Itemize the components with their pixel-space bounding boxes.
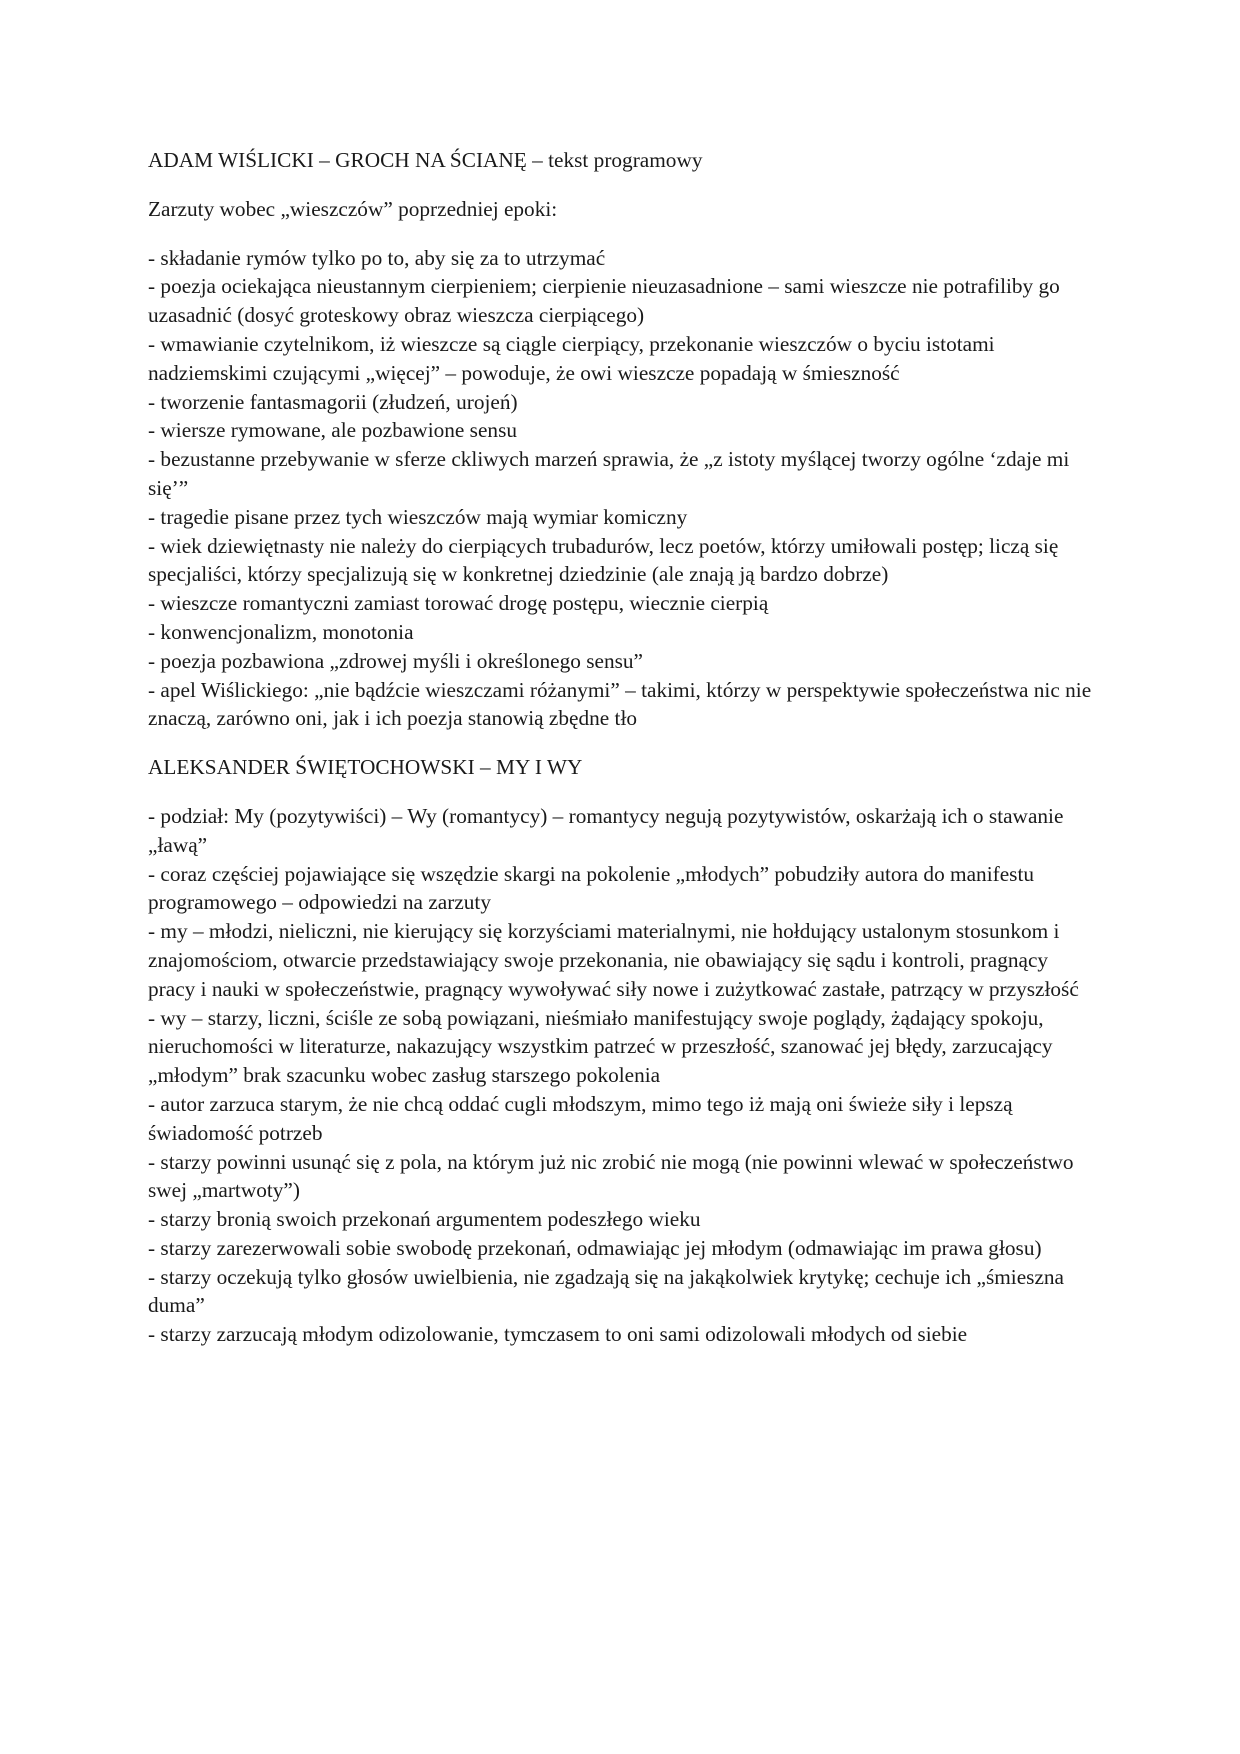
section-2-heading: ALEKSANDER ŚWIĘTOCHOWSKI – MY I WY — [148, 755, 583, 780]
list-item: - podział: My (pozytywiści) – Wy (romantycy) – romantycy negują pozytywistów, oskarżają ich o stawanie „ławą” — [148, 803, 1064, 857]
section-1-list — [148, 244, 1098, 734]
section-1-heading: ADAM WIŚLICKI – GROCH NA ŚCIANĘ – tekst programowy — [148, 148, 703, 172]
list-item: - starzy bronią swoich przekonań argumentem podeszłego wieku — [148, 1207, 701, 1232]
list-item: - starzy powinni usunąć się z pola, na którym już nic zrobić nie mogą (nie powinni wlewać w społeczeństwo swej „martwoty”) — [148, 1149, 1074, 1203]
section-2-list — [148, 802, 1098, 1349]
list-item: - autor zarzuca starym, że nie chcą oddać cugli młodszym, mimo tego iż mają oni świeże siły i lepszą świadomość potrzeb — [148, 1091, 1013, 1145]
section-1-intro: Zarzuty wobec „wieszczów” poprzedniej epoki: — [148, 196, 558, 221]
list-item: - wmawianie czytelnikom, iż wieszcze są ciągle cierpiący, przekonanie wieszczów o byciu istotami nadziemskimi czującymi „więcej” – powoduje, że owi wieszcze popadają w śmieszność — [148, 331, 995, 385]
list-item: - starzy zarzucają młodym odizolowanie, tymczasem to oni sami odizolowali młodych od siebie — [148, 1322, 968, 1347]
list-item: - konwencjonalizm, monotonia — [148, 619, 414, 644]
list-item: - tragedie pisane przez tych wieszczów mają wymiar komiczny — [148, 504, 688, 529]
list-item: - starzy zarezerwowali sobie swobodę przekonań, odmawiając jej młodym (odmawiając im prawa głosu) — [148, 1235, 1042, 1260]
list-item: - poezja pozbawiona „zdrowej myśli i określonego sensu” — [148, 648, 643, 673]
document-page — [148, 146, 1098, 1349]
list-item: - my – młodzi, nieliczni, nie kierujący się korzyściami materialnymi, nie hołdujący ustalonym stosunkom i znajomościom, otwarcie przedstawiający swoje przekonania, nie obawiający się sądu i kontroli, pragnący pracy i nauki w społeczeństwie, pragnący wywoływać siły nowe i zużytkować zastałe, patrzący w przyszłość — [148, 919, 1079, 1001]
list-item: - apel Wiślickiego: „nie bądźcie wieszczami różanymi” – takimi, którzy w perspektywie społeczeństwa nic nie znaczą, zarówno oni, jak i ich poezja stanowią zbędne tło — [148, 677, 1092, 731]
list-item: - składanie rymów tylko po to, aby się za to utrzymać — [148, 245, 606, 270]
list-item: - wy – starzy, liczni, ściśle ze sobą powiązani, nieśmiało manifestujący swoje poglądy, żądający spokoju, nieruchomości w literaturze, nakazujący wszystkim patrzeć w przeszłość, szanować jej błędy, zarzucający „młodym” brak szacunku wobec zasług starszego pokolenia — [148, 1005, 1053, 1088]
list-item: - bezustanne przebywanie w sferze ckliwych marzeń sprawia, że „z istoty myślącej tworzy ogólne ‘zdaje mi się’” — [148, 447, 1070, 500]
list-item: - coraz częściej pojawiające się wszędzie skargi na pokolenie „młodych” pobudziły autora do manifestu programowego – odpowiedzi na zarzuty — [148, 861, 1035, 915]
list-item: - starzy oczekują tylko głosów uwielbienia, nie zgadzają się na jakąkolwiek krytykę; cechuje ich „śmieszna duma” — [148, 1264, 1065, 1318]
list-item: - poezja ociekająca nieustannym cierpieniem; cierpienie nieuzasadnione – sami wieszcze nie potrafiliby go uzasadnić (dosyć groteskowy obraz wieszcza cierpiącego) — [148, 274, 1060, 328]
list-item: - wiersze rymowane, ale pozbawione sensu — [148, 418, 518, 443]
list-item: - tworzenie fantasmagorii (złudzeń, urojeń) — [148, 389, 518, 414]
list-item: - wieszcze romantyczni zamiast torować drogę postępu, wiecznie cierpią — [148, 591, 769, 616]
list-item: - wiek dziewiętnasty nie należy do cierpiących trubadurów, lecz poetów, którzy umiłowali postęp; liczą się specjaliści, którzy specjalizują się w konkretnej dziedzinie (ale znają ją bardzo dobrze) — [148, 533, 1059, 587]
